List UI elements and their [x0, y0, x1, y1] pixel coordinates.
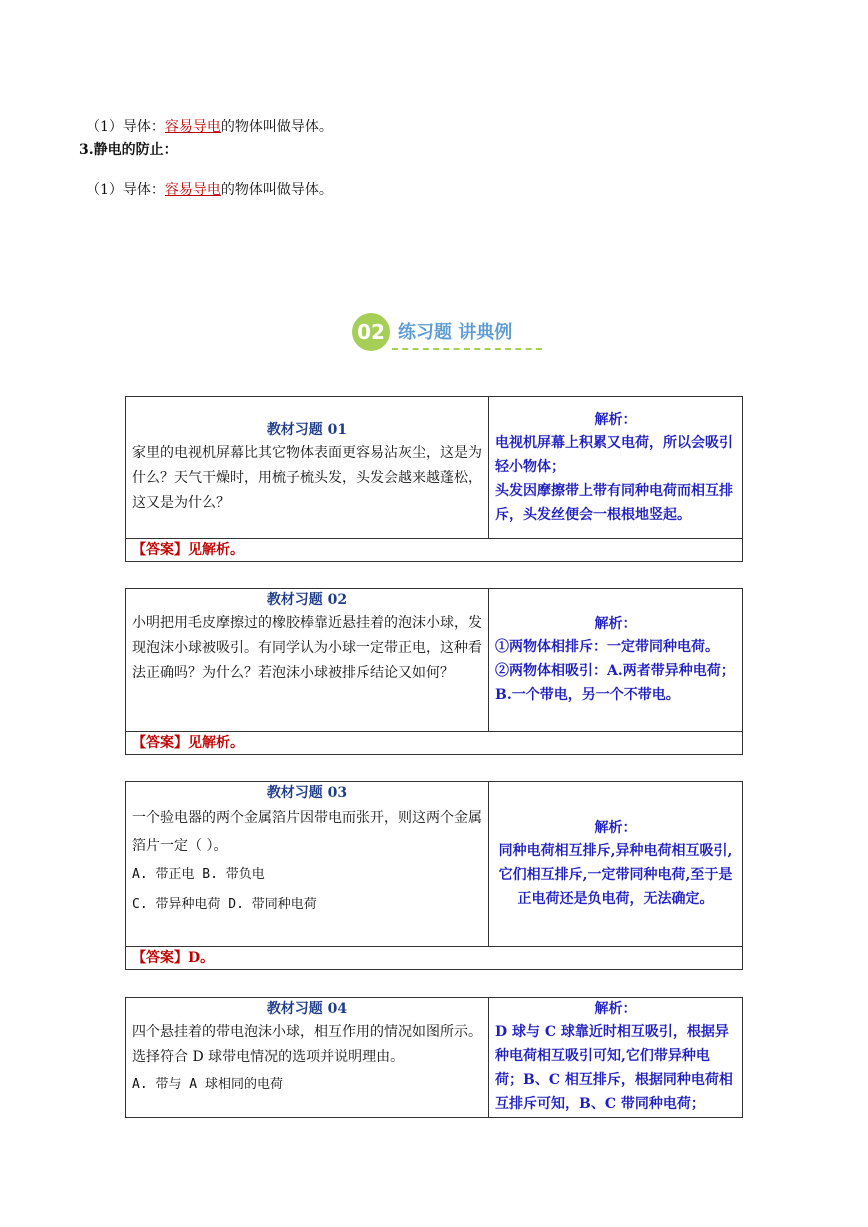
exercise-question-cell — [126, 782, 489, 946]
exercise-analysis-cell — [489, 998, 742, 1117]
exercise-question: 一个验电器的两个金属箔片因带电而张开，则这两个金属箔片一定（ ）。 — [132, 810, 482, 854]
intro-line-1-prefix: （1）导体： — [86, 119, 165, 135]
analysis-title: 解析： — [594, 1001, 637, 1017]
intro-line-1 — [86, 117, 333, 137]
exercise-card-02 — [125, 588, 743, 755]
analysis-line: 电视机屏幕上积累又电荷，所以会吸引轻小物体； — [495, 434, 733, 475]
intro-line-2-keyword: 容易导电 — [164, 182, 221, 198]
analysis-line: 同种电荷相互排斥,异种电荷相互吸引,它们相互排斥,一定带同种电荷,至于是正电荷还是负电荷，无法确定。 — [498, 843, 733, 907]
exercise-option: A. 带正电 B. 带负电 — [132, 867, 265, 882]
analysis-line: ②两物体相吸引：A.两者带异种电荷；B.一个带电，另一个不带电。 — [495, 663, 735, 703]
exercise-title: 教材习题 03 — [266, 785, 348, 801]
exercise-answer: 【答案】D。 — [132, 950, 215, 966]
exercise-title: 教材习题 02 — [266, 592, 348, 608]
exercise-answer: 【答案】见解析。 — [132, 735, 244, 751]
analysis-title: 解析： — [594, 616, 637, 632]
exercise-question-cell — [126, 397, 489, 538]
exercise-question-cell — [126, 589, 489, 731]
exercise-card-04 — [125, 997, 743, 1118]
exercise-analysis-cell — [489, 589, 742, 731]
exercise-question-cell — [126, 998, 489, 1117]
intro-line-1-keyword: 容易导电 — [164, 119, 221, 135]
section-heading-3: 3.静电的防止： — [79, 142, 178, 158]
intro-line-2-prefix: （1）导体： — [86, 182, 165, 198]
intro-line-1-suffix: 的物体叫做导体。 — [220, 119, 333, 135]
exercise-title: 教材习题 04 — [266, 1001, 348, 1017]
exercise-answer: 【答案】见解析。 — [132, 542, 244, 558]
exercise-option: A. 带与 A 球相同的电荷 — [132, 1077, 283, 1092]
analysis-line: D 球与 C 球靠近时相互吸引，根据异种电荷相互吸引可知,它们带异种电荷；B、C 相互排斥，根据同种电荷相互排斥可知，B、C 带同种电荷； — [495, 1024, 733, 1112]
analysis-line: 头发因摩擦带上带有同种电荷而相互排斥，头发丝便会一根根地竖起。 — [495, 482, 733, 523]
intro-line-2-suffix: 的物体叫做导体。 — [220, 182, 333, 198]
exercise-card-03 — [125, 781, 743, 970]
intro-line-2 — [86, 180, 333, 200]
section-banner-title: 练习题 讲典例 — [398, 322, 513, 343]
exercise-analysis-cell — [489, 397, 742, 538]
exercise-option: C. 带异种电荷 D. 带同种电荷 — [132, 897, 317, 912]
exercise-question: 家里的电视机屏幕比其它物体表面更容易沾灰尘，这是为什么？天气干燥时，用梳子梳头发，头发会越来越蓬松，这又是为什么？ — [132, 445, 482, 511]
analysis-line: ①两物体相排斥：一定带同种电荷。 — [495, 639, 719, 655]
section-number-badge: 02 — [352, 313, 390, 351]
exercise-question: 小明把用毛皮摩擦过的橡胶棒靠近悬挂着的泡沫小球，发现泡沫小球被吸引。有同学认为小球一定带正电，这种看法正确吗？为什么？若泡沫小球被排斥结论又如何？ — [132, 615, 482, 681]
exercise-card-01 — [125, 396, 743, 562]
analysis-title: 解析： — [594, 411, 637, 428]
section-banner — [352, 313, 544, 351]
exercise-title: 教材习题 01 — [266, 422, 348, 438]
banner-dashed-underline — [392, 348, 542, 350]
analysis-title: 解析： — [594, 820, 637, 836]
exercise-question: 四个悬挂着的带电泡沫小球，相互作用的情况如图所示。选择符合 D 球带电情况的选项并说明理由。 — [132, 1024, 482, 1065]
exercise-analysis-cell — [489, 782, 742, 946]
